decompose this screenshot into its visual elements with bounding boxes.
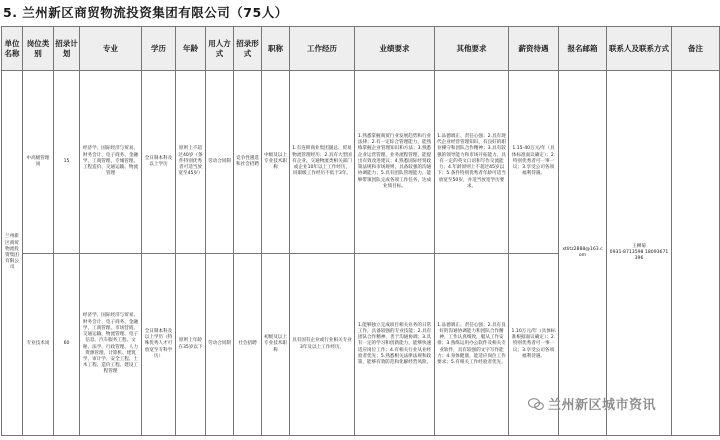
recruit-form-cell: 竞争性遴选和社会招聘 <box>234 71 262 254</box>
education-cell: 全日制本科及以上学历（特殊优秀人才可放宽至专科学历） <box>142 254 176 436</box>
watermark-text: 兰州新区城市资讯 <box>548 398 657 413</box>
contact-cell <box>607 71 672 436</box>
header-cell: 学历 <box>142 27 176 71</box>
salary-cell: 1.15-40万元/年（具体标准面议确定）；2.特别优秀者可一事一议；3.享受公司各项福利待遇。 <box>509 71 559 254</box>
title-cell: 初级及以上专业技术职称 <box>262 254 290 436</box>
performance-cell: 1.能够独立完成项目相关业务的日常工作，具备较强的专业技能；2.具有团队合作精神，善于沟通协调；3.具有一定的学习和创新能力，能够快速适应岗位工作；4.有相关行业从业经验者优先；5.熟悉相关法律法规和政策，能够有效防范和化解经营风险。 <box>355 254 435 436</box>
watermark <box>528 394 656 413</box>
header-cell: 工作经历 <box>290 27 355 71</box>
employment-cell: 劳动合同制 <box>206 254 234 436</box>
header-row <box>2 27 720 71</box>
page-title: 5. 兰州新区商贸物流投资集团有限公司（75人） <box>3 5 288 20</box>
header-cell: 岗位类别 <box>23 27 54 71</box>
header-cell: 招录计划 <box>54 27 80 71</box>
salary-cell: 1.10万元/年（具体标准根据面议确定）；2.特别优秀者可一事一议；3.享受公司各项福利待遇。 <box>509 254 559 436</box>
header-cell: 招录形式 <box>234 27 262 71</box>
header-cell: 用人方式 <box>206 27 234 71</box>
header-cell: 报名邮箱 <box>559 27 607 71</box>
performance-cell: 1.熟悉掌握商贸行业发展趋势和行业法律；2.有一定综合管理能力，能熟练掌握企业管理知识和方法；3.熟悉企业运营管理、业务流程管理，能提出有效改进建议；4.熟悉国际经贸政策法规和市场规则，具备较强的沟通协调能力；5.具有团队管理能力，能够带领团队完成各项工作任务，达成业绩目标。 <box>355 71 435 254</box>
wechat-icon <box>528 398 544 411</box>
header-cell: 年龄 <box>176 27 206 71</box>
header-cell: 其他要求 <box>435 27 509 71</box>
education-cell: 全日制本科及以上学历 <box>142 71 176 254</box>
header-cell: 单位名称 <box>2 27 23 71</box>
experience-cell: 具有国有企业或行业相关专业3年及以上工作经历。 <box>290 254 355 436</box>
plan-cell: 60 <box>54 254 80 436</box>
unit-name-cell: 兰州新区商贸物流投资集团有限公司 <box>2 71 23 436</box>
employment-cell: 劳动合同制 <box>206 71 234 254</box>
major-cell: 经济学、国际经济与贸易、财务会计、电子商务、金融学、工商管理、专城管理、工程造价、交通运输、物流管理 <box>80 71 142 254</box>
category-cell: 中高级管理岗 <box>23 71 54 254</box>
age-cell: 原则上不超过40岁（条件特别优秀者可适当放宽至45岁） <box>176 71 206 254</box>
other-cell: 1.品德端正、责任心强；2.具有现代企业经营管理知识，有良好的职业操守和团队合作精神；3.具有较强的领导能力和市场开拓能力，具有一定的英文口语和写作交流能力；4.年龄原则上不超过45岁以下；5.条件特别优秀者年龄可适当放宽至50岁，并适当放宽学历要求。 <box>435 71 509 254</box>
header-cell: 业绩要求 <box>355 27 435 71</box>
contact-phones: 0931-8713598 18093671396 <box>609 249 669 262</box>
plan-cell: 15 <box>54 71 80 254</box>
other-cell: 1.品德端正、责任心强；2.具有良好的沟通协调能力和团队合作精神，工作认真细致，服从工作安排；3.熟练运用办公软件及相关专业软件，具有较强的文字写作能力；4.身体健康，能适应岗位工作要求；5.有相关工作经验者优先。 <box>435 254 509 436</box>
remark-cell <box>672 71 720 436</box>
header-cell: 专业 <box>80 27 142 71</box>
table-row <box>2 71 720 254</box>
recruit-form-cell: 社会招聘 <box>234 254 262 436</box>
category-cell: 专业技术岗 <box>23 254 54 436</box>
age-cell: 原则上年龄在35岁以下 <box>176 254 206 436</box>
header-cell: 薪资待遇 <box>509 27 559 71</box>
header-cell: 备注 <box>672 27 720 71</box>
header-cell: 联系人及联系方式 <box>607 27 672 71</box>
email-cell[interactable]: xtlitz2888@163.com <box>559 71 607 436</box>
major-cell: 经济学、国际经济与贸易、财务会计、电子商务、金融学、工商管理、市场营销、交通运输、物流管理、电子信息、汽车服务工程、文秘、法学、行政管理、人力资源管理、计算机、建筑学、审计学、安全工程、土木工程、造价工程、建设工程管理 <box>80 254 142 436</box>
contact-name: 王柳菊 <box>632 243 646 249</box>
recruitment-table <box>1 26 720 436</box>
title-cell: 中级及以上专业技术职称 <box>262 71 290 254</box>
experience-cell: 1.有连锁商业集团副总、贸易物流管理经历；2.具有大型国有企业、交通物流类相关部门或企业10年以上工作经历，同职级工作经历不低于3年。 <box>290 71 355 254</box>
header-cell: 职称 <box>262 27 290 71</box>
